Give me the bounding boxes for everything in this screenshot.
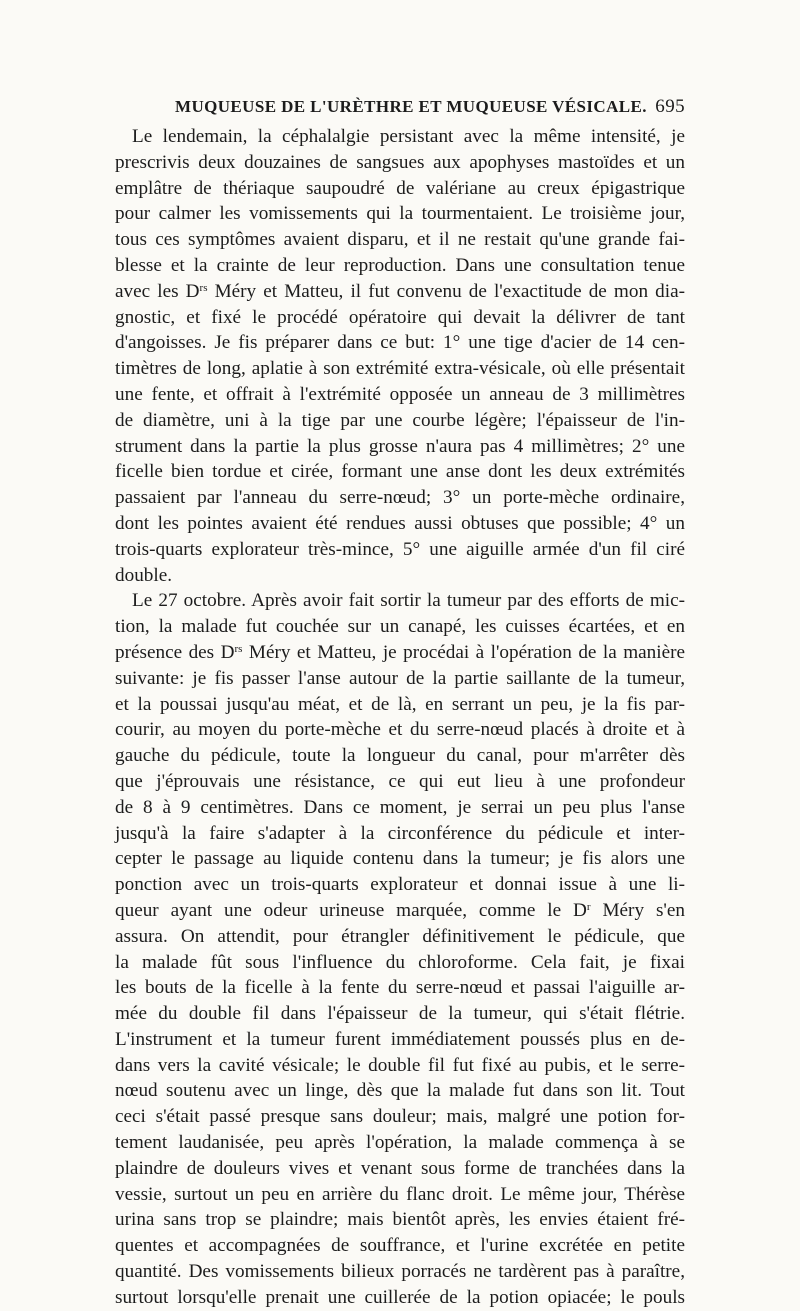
- text-line: cepter le passage au liquide contenu dans la tumeur; je fis alors une: [115, 848, 685, 870]
- text-line: suivante: je fis passer l'anse autour de la partie saillante de la tumeur,: [115, 667, 685, 689]
- text-line: présence des $D^{rs}$ Méry et Matteu, je procédai à l'opération de la manière: [115, 641, 685, 663]
- text-line: vessie, surtout un peu en arrière du flanc droit. Le même jour, Thérèse: [115, 1183, 685, 1205]
- text-line: surtout lorsqu'elle prenait une cuillerée de la potion opiacée; le pouls: [115, 1286, 685, 1308]
- text-line: tous ces symptômes avaient disparu, et il ne restait qu'une grande fai-: [115, 229, 685, 251]
- text-line: les bouts de la ficelle à la fente du serre-nœud et passai l'aiguille ar-: [115, 977, 685, 999]
- text-line: jusqu'à la faire s'adapter à la circonférence du pédicule et inter-: [115, 822, 685, 844]
- text-line: avec les $D^{rs}$ Méry et Matteu, il fut convenu de l'exactitude de mon dia-: [115, 280, 685, 302]
- text-line: ceci s'était passé presque sans douleur; mais, malgré une potion for-: [115, 1106, 685, 1128]
- text-line: de diamètre, uni à la tige par une courbe légère; l'épaisseur de l'in-: [115, 409, 685, 431]
- text-line: plaindre de douleurs vives et venant sous forme de tranchées dans la: [115, 1157, 685, 1179]
- text-line: Le lendemain, la céphalalgie persistant avec la même intensité, je: [132, 126, 685, 147]
- text-line: blesse et la crainte de leur reproduction. Dans une consultation tenue: [115, 254, 685, 276]
- text-line: timètres de long, aplatie à son extrémité extra-vésicale, où elle présentait: [115, 358, 685, 380]
- text-line: dans vers la cavité vésicale; le double fil fut fixé au pubis, et le serre-: [115, 1054, 685, 1076]
- text-line: de 8 à 9 centimètres. Dans ce moment, je serrai un peu plus l'anse: [115, 796, 685, 818]
- text-line: queur ayant une odeur urineuse marquée, comme le $D^r$ Méry s'en: [115, 899, 685, 921]
- text-line: nœud soutenu avec un linge, dès que la malade fut dans son lit. Tout: [115, 1080, 685, 1102]
- text-line: que j'éprouvais une résistance, ce qui eut lieu à une profondeur: [115, 770, 685, 792]
- text-line: dont les pointes avaient été rendues aussi obtuses que possible; 4° un: [115, 512, 685, 534]
- text-line: quentes et accompagnées de souffrance, et l'urine excrétée en petite: [115, 1235, 685, 1257]
- running-header: [175, 96, 685, 118]
- text-line: d'angoisses. Je fis préparer dans ce but: 1° une tige d'acier de 14 cen-: [115, 332, 685, 354]
- text-line: double.: [115, 564, 173, 586]
- text-line: Le 27 octobre. Après avoir fait sortir la tumeur par des efforts de mic-: [132, 590, 685, 612]
- text-line: une fente, et offrait à l'extrémité opposée un anneau de 3 millimètres: [115, 383, 685, 405]
- text-line: pour calmer les vomissements qui la tourmentaient. Le troisième jour,: [115, 203, 685, 225]
- text-line: tement laudanisée, peu après l'opération, la malade commença à se: [115, 1132, 685, 1154]
- text-line: assura. On attendit, pour étrangler définitivement le pédicule, que: [115, 925, 685, 947]
- body-text: [115, 124, 685, 1311]
- text-line: ficelle bien tordue et cirée, formant une anse dont les deux extrémités: [115, 461, 685, 483]
- text-line: mée du double fil dans l'épaisseur de la tumeur, qui s'était flétrie.: [115, 1003, 685, 1025]
- paragraph-1: [115, 124, 685, 588]
- text-line: L'instrument et la tumeur furent immédiatement poussés plus en de-: [115, 1028, 685, 1050]
- text-line: passaient par l'anneau du serre-nœud; 3° un porte-mèche ordinaire,: [115, 487, 685, 509]
- page-number: 695: [655, 96, 685, 117]
- text-line: et la poussai jusqu'au méat, et de là, en serrant un peu, je la fis par-: [115, 693, 685, 715]
- text-line: la malade fût sous l'influence du chloroforme. Cela fait, je fixai: [115, 951, 685, 973]
- text-line: emplâtre de thériaque saupoudré de valériane au creux épigastrique: [115, 177, 685, 199]
- text-line: gauche du pédicule, toute la longueur du canal, pour m'arrêter dès: [115, 745, 685, 767]
- text-line: strument dans la partie la plus grosse n'aura pas 4 millimètres; 2° une: [115, 435, 685, 457]
- text-line: gnostic, et fixé le procédé opératoire qui devait la délivrer de tant: [115, 306, 685, 328]
- text-line: ponction avec un trois-quarts explorateur et donnai issue à une li-: [115, 874, 685, 896]
- text-line: quantité. Des vomissements bilieux porracés ne tardèrent pas à paraître,: [115, 1261, 685, 1283]
- running-title: MUQUEUSE DE L'URÈTHRE ET MUQUEUSE VÉSICALE.: [175, 97, 647, 116]
- text-line: courir, au moyen du porte-mèche et du serre-nœud placés à droite et à: [115, 719, 685, 741]
- paragraph-2: [115, 588, 685, 1310]
- text-line: prescrivis deux douzaines de sangsues aux apophyses mastoïdes et un: [115, 151, 685, 173]
- text-line: urina sans trop se plaindre; mais bientôt après, les envies étaient fré-: [115, 1209, 685, 1231]
- text-line: tion, la malade fut couchée sur un canapé, les cuisses écartées, et en: [115, 616, 685, 638]
- text-line: trois-quarts explorateur très-mince, 5° une aiguille armée d'un fil ciré: [115, 538, 685, 560]
